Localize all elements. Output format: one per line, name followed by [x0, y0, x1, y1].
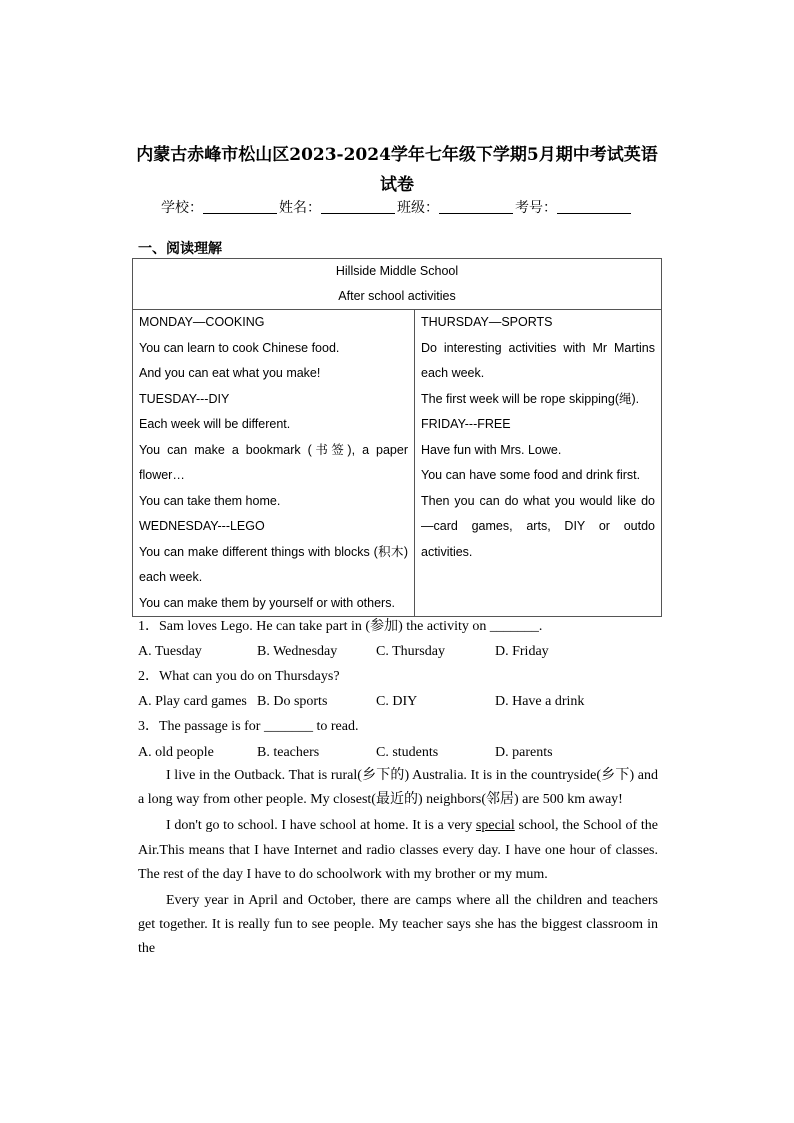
- passage-text: I don't go to school. I have school at home. It is a very: [166, 818, 476, 834]
- student-info-fields: [0, 198, 794, 218]
- number-field-blank[interactable]: [557, 199, 631, 214]
- option-b[interactable]: B. Wednesday: [257, 644, 338, 659]
- notice-left-column: [133, 310, 415, 617]
- option-b[interactable]: B. Do sports: [257, 694, 328, 709]
- notice-subtitle: After school activities: [338, 289, 456, 303]
- notice-line: You can have some food and drink first.: [421, 468, 641, 482]
- notice-line: And you can eat what you make!: [139, 366, 321, 380]
- question-1-stem: 1．Sam loves Lego. He can take part in (参加) the activity on _______.: [138, 619, 543, 634]
- school-field-label: 学校：: [161, 200, 203, 216]
- school-field-blank[interactable]: [203, 199, 277, 214]
- option-c[interactable]: C. DIY: [376, 694, 418, 709]
- option-a[interactable]: A. old people: [138, 745, 214, 760]
- notice-school-name: Hillside Middle School: [335, 264, 459, 278]
- title-line-2: 试卷: [380, 175, 414, 195]
- option-d[interactable]: D. Have a drink: [495, 694, 585, 709]
- option-b[interactable]: B. teachers: [257, 745, 320, 760]
- option-a[interactable]: A. Play card games: [138, 694, 247, 709]
- activities-notice-table: [132, 258, 662, 617]
- class-field-label: 班级：: [397, 200, 439, 216]
- notice-line: You can learn to cook Chinese food.: [139, 340, 340, 355]
- notice-header-cell: [133, 259, 662, 310]
- notice-line: TUESDAY---DIY: [139, 391, 230, 406]
- question-3-stem: 3．The passage is for _______ to read.: [138, 719, 359, 734]
- notice-line: WEDNESDAY---LEGO: [139, 519, 265, 533]
- section-heading: 一、阅读理解: [138, 241, 222, 257]
- notice-line: You can make a bookmark (书签), a paper flower…: [139, 442, 408, 482]
- name-field-blank[interactable]: [321, 199, 395, 214]
- notice-line: MONDAY—COOKING: [139, 315, 265, 329]
- notice-right-column: [415, 310, 662, 617]
- option-c[interactable]: C. Thursday: [376, 644, 445, 659]
- underlined-word: special: [475, 818, 515, 834]
- notice-line: Have fun with Mrs. Lowe.: [421, 442, 562, 457]
- page-title: [120, 140, 674, 200]
- notice-line: Then you can do what you would like do—card games, arts, DIY or outdo activities.: [421, 493, 655, 559]
- notice-line: You can make different things with blocks (积木) each week.: [139, 544, 408, 584]
- title-line-1: 内蒙古赤峰市松山区2023-2024学年七年级下学期5月期中考试英语: [136, 145, 658, 165]
- notice-line: You can make them by yourself or with others.: [139, 595, 395, 610]
- name-field-label: 姓名：: [279, 200, 321, 216]
- notice-line: FRIDAY---FREE: [421, 417, 511, 431]
- notice-line: The first week will be rope skipping(绳).: [421, 391, 640, 406]
- question-2-stem: 2．What can you do on Thursdays?: [138, 669, 340, 684]
- passage-paragraph-1: I live in the Outback. That is rural(乡下的) Australia. It is in the countryside(乡下) and a long way from other people. My closest(最近的) neighbors(邻居) are 500 km away!: [138, 768, 658, 808]
- notice-line: Each week will be different.: [139, 417, 291, 431]
- number-field-label: 考号：: [515, 200, 557, 216]
- notice-line: Do interesting activities with Mr Martins each week.: [421, 340, 655, 380]
- passage-paragraph-2: [138, 814, 658, 887]
- option-d[interactable]: D. parents: [495, 745, 553, 760]
- notice-line: You can take them home.: [139, 493, 281, 508]
- option-d[interactable]: D. Friday: [495, 644, 549, 659]
- notice-line: THURSDAY—SPORTS: [421, 315, 553, 329]
- reading-passage: [138, 764, 658, 964]
- notice-body-row: [133, 310, 662, 617]
- passage-paragraph-3: Every year in April and October, there are camps where all the children and teachers get together. It is really fun to see people. My teacher says she has the biggest classroom in the: [138, 893, 658, 957]
- option-c[interactable]: C. students: [376, 745, 439, 760]
- passage-text: school, the School of the Air.This means that I have Internet and radio classes every day. I have one hour of classes. The rest of the day I have to do schoolwork with my brother or my mum.: [138, 818, 659, 882]
- option-a[interactable]: A. Tuesday: [138, 644, 202, 659]
- notice-header-row: [133, 259, 662, 310]
- class-field-blank[interactable]: [439, 199, 513, 214]
